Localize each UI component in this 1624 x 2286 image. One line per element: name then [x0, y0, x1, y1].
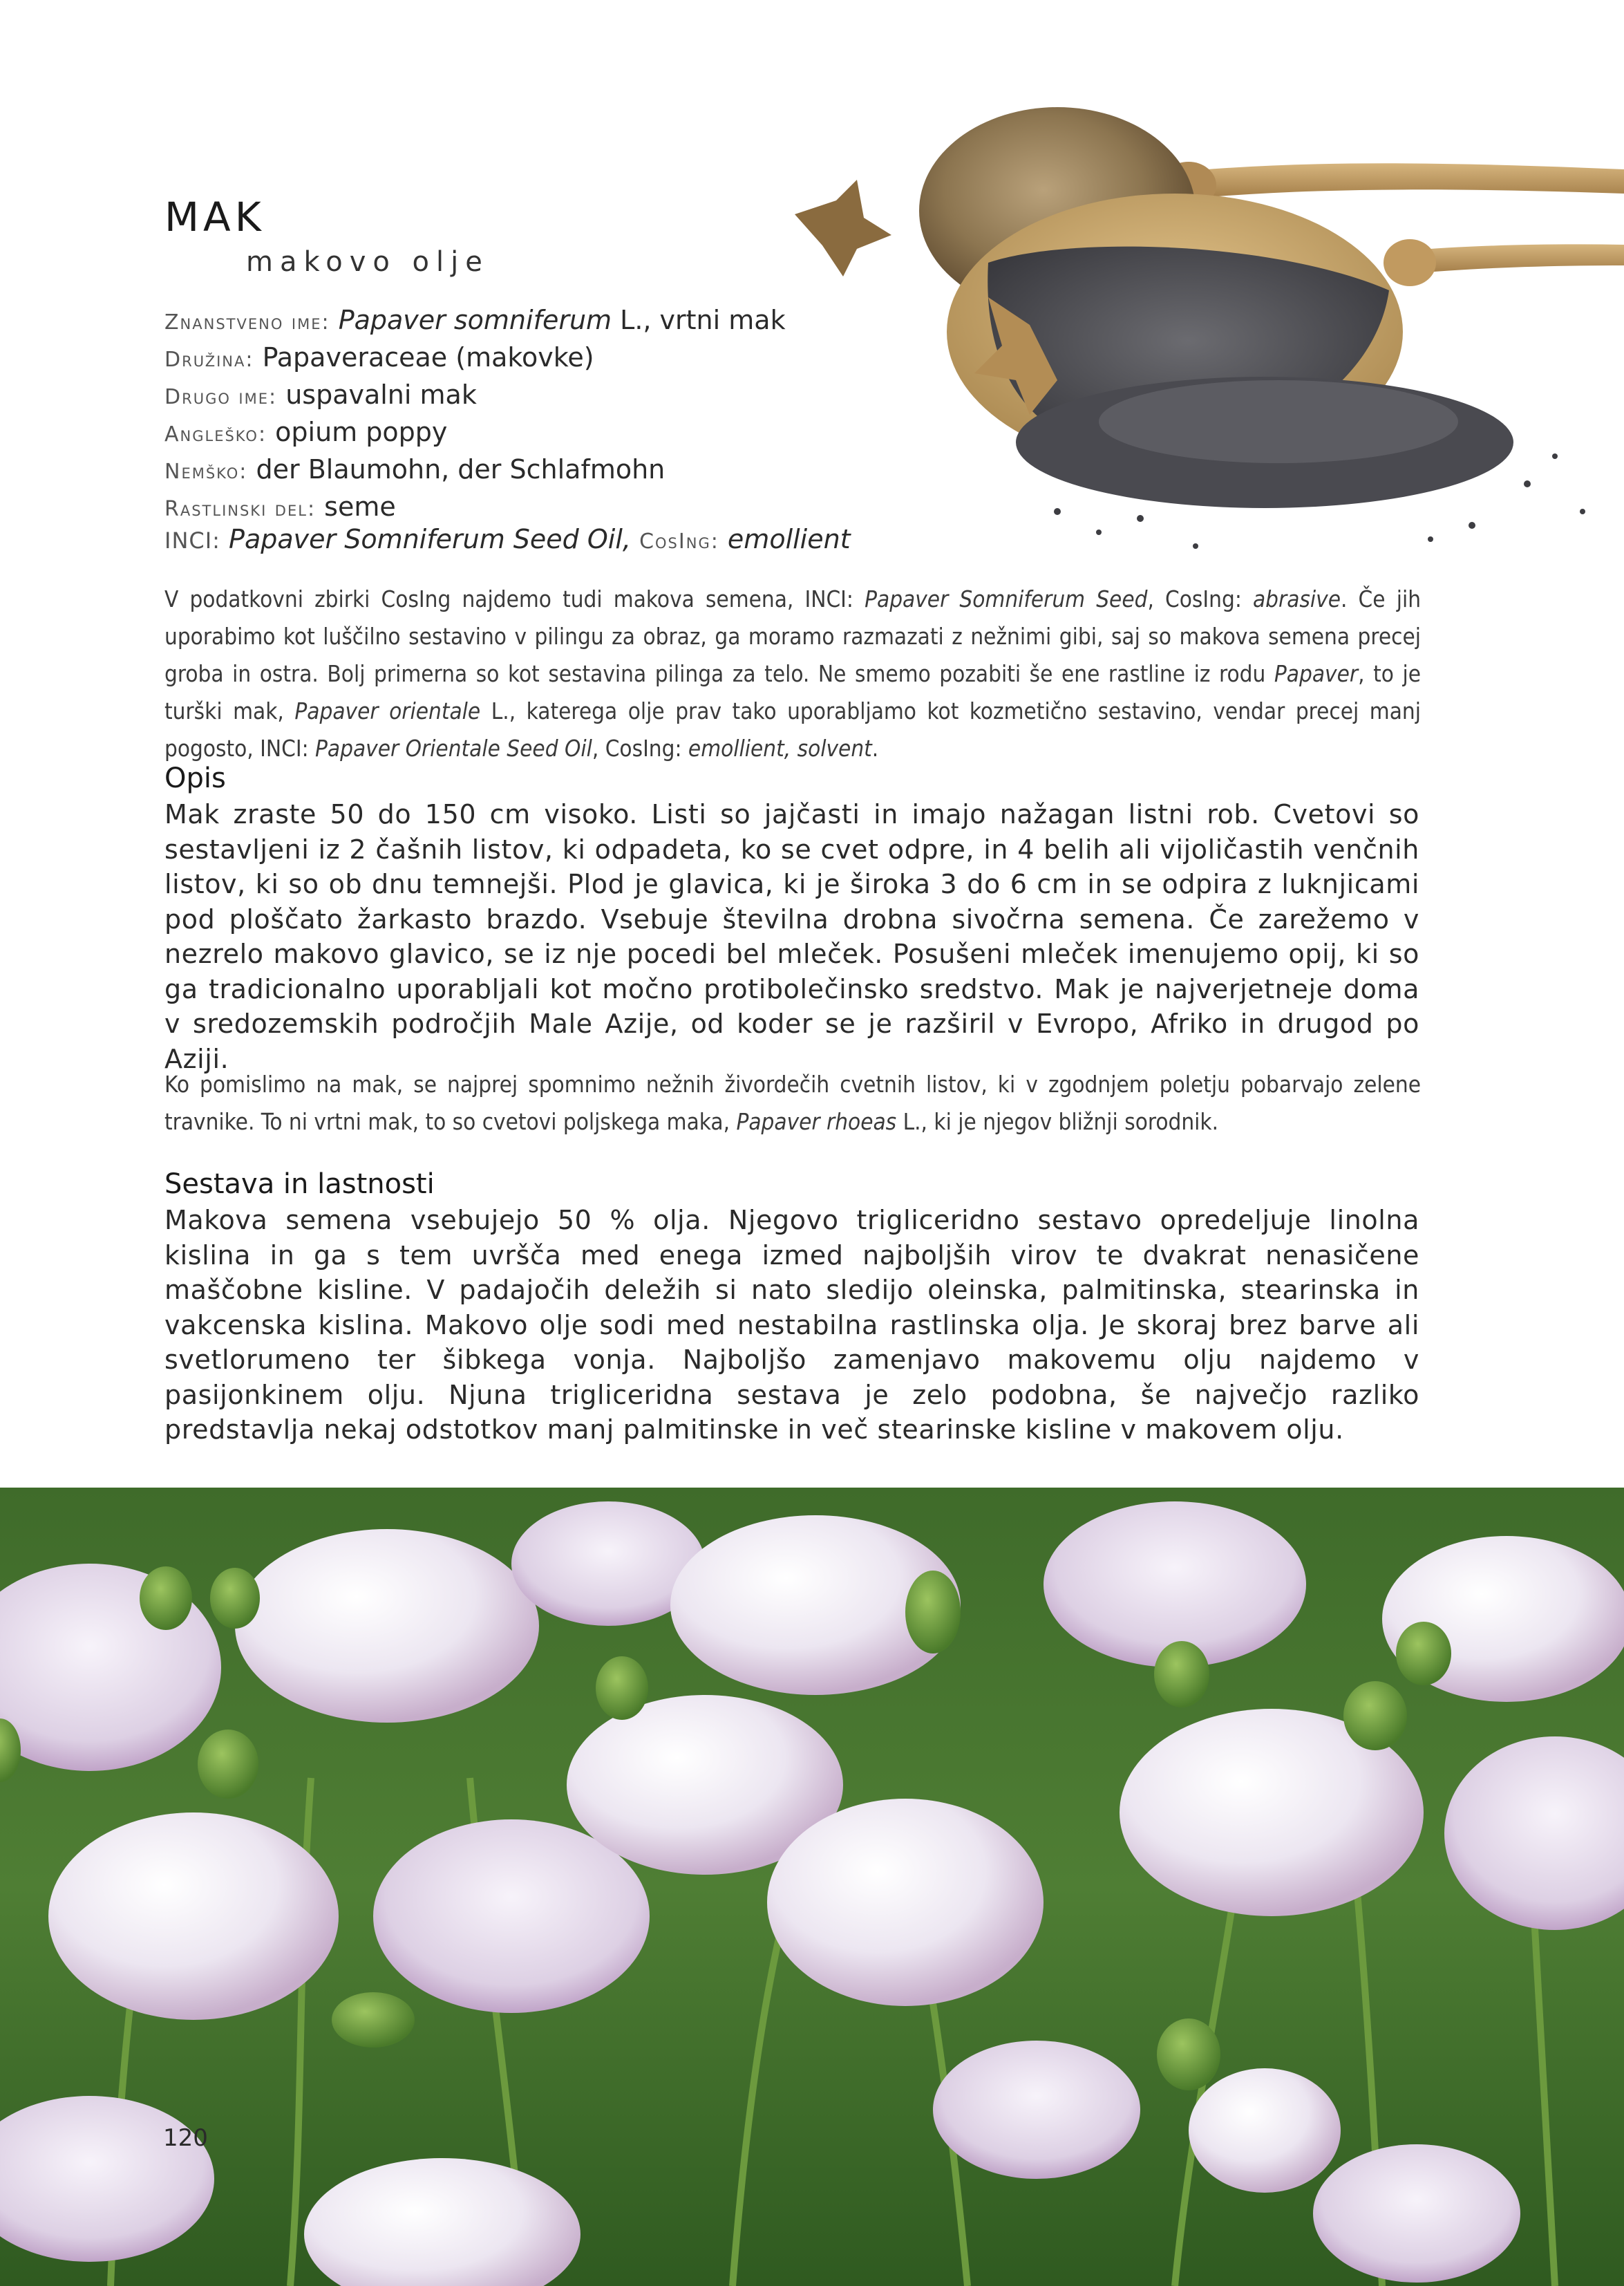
property-value: seme: [324, 491, 396, 522]
text-run: . Če jih uporabimo kot luščilno sestavino v pilingu za obraz, ga moramo razmazati z nežnimi gibi, saj so makova semena precej groba in ostra. Bolj primerna so kot sestavina pilinga za telo. Ne smemo pozabiti še ene rastline iz rodu: [164, 585, 1422, 687]
property-other-name: [164, 377, 856, 415]
intro-paragraph: [164, 581, 1421, 767]
section-text-opis: Mak zraste 50 do 150 cm visoko. Listi so jajčasti in imajo nažagan listni rob. Cvetovi so sestavljeni iz 2 čašnih listov, ki odpadeta, ko se cvet odpre, in 4 belih ali vijoličastih venčnih listov, ki so ob dnu temnejši. Plod je glavica, ki je široka 3 do 6 cm in se odpira z luknjicami pod ploščato žarkasto brazdo. Vsebuje številna drobna sivočrna semena. Če zarežemo v nezrelo makovo glavico, se iz nje pocedi bel mleček. Posušeni mleček imenujemo opij, ki so ga tradicionalno uporabljali kot močno protibolečinsko sredstvo. Mak je najverjetneje doma v sredozemskih področjih Male Azije, od koder se je razširil v Evropo, Afriko in drugod po Aziji.: [164, 799, 1419, 1074]
italic-run: Papaver orientale: [294, 697, 481, 724]
property-value: uspavalni mak: [285, 380, 477, 410]
poppy-seed-pods-photo: [781, 97, 1624, 567]
property-label: Nemško:: [164, 460, 248, 484]
property-label: Rastlinski del:: [164, 497, 317, 521]
text-run: .: [871, 735, 879, 762]
italic-run: Papaver Somniferum Seed: [865, 585, 1148, 612]
property-family: [164, 340, 856, 377]
section-heading-opis: Opis: [164, 762, 226, 794]
page-title: MAK: [164, 194, 265, 241]
property-english: [164, 415, 856, 452]
text-run: L., ki je njegov bližnji sorodnik.: [896, 1108, 1219, 1135]
italic-run: emollient, solvent: [688, 735, 872, 762]
property-scientific-name: [164, 303, 856, 340]
property-value: Papaveraceae (makovke): [262, 342, 594, 373]
section-text-sestava: Makova semena vsebujejo 50 % olja. Njegovo trigliceridno sestavo opredeljuje linolna kislina in ga s tem uvršča med enega izmed najboljših virov te dvakrat nenasičene maščobne kisline. V padajočih deležih si nato sledijo oleinska, palmitinska, stearinska in vakcenska kislina. Makovo olje sodi med nestabilna rastlinska olja. Je skoraj brez barve ali svetlorumeno ter šibkega vonja. Najboljšo zamenjavo makovemu olju najdemo v pasijonkinem olju. Njuna trigliceridna sestava je zelo podobna, še največjo razliko predstavlja nekaj odstotkov manj palmitinske in več stearinske kisline v makovem olju.: [164, 1205, 1419, 1445]
page-subtitle: makovo olje: [246, 246, 489, 278]
property-plant-part: [164, 489, 856, 527]
section-heading-sestava: Sestava in lastnosti: [164, 1168, 435, 1200]
text-run: V podatkovni zbirki CosIng najdemo tudi makova semena, INCI:: [164, 585, 865, 612]
inci-label: INCI:: [164, 527, 220, 554]
poppy-field-photo: [0, 1488, 1624, 2286]
property-label: Drugo ime:: [164, 385, 278, 409]
plant-properties: [164, 303, 856, 527]
cosing-label: CosIng:: [639, 530, 719, 554]
inci-line: [164, 524, 851, 554]
property-german: [164, 452, 856, 489]
property-label: Angleško:: [164, 422, 267, 447]
text-run: , CosIng:: [1147, 585, 1253, 612]
cosing-value: emollient: [727, 524, 851, 554]
property-value: der Blaumohn, der Schlafmohn: [256, 454, 665, 485]
property-value-italic: Papaver somniferum: [338, 305, 612, 335]
italic-run: Papaver: [1274, 660, 1359, 687]
property-label: Družina:: [164, 348, 254, 372]
inci-value: Papaver Somniferum Seed Oil,: [229, 524, 631, 554]
text-run: Ko pomislimo na mak, se najprej spomnimo nežnih živordečih cvetnih listov, ki v zgodnjem poletju pobarvajo zelene travnike. To ni vrtni mak, to so cvetovi poljskega maka,: [164, 1071, 1421, 1135]
italic-run: Papaver rhoeas: [736, 1108, 897, 1135]
italic-run: Papaver Orientale Seed Oil: [315, 735, 592, 762]
property-value: L., vrtni mak: [612, 305, 786, 335]
property-label: Znanstveno ime:: [164, 310, 330, 335]
note-paragraph: [164, 1066, 1421, 1141]
text-run: L., katerega olje prav tako uporabljamo kot kozmetično sestavino, vendar precej manj pogosto, INCI:: [164, 697, 1421, 762]
page-number: 120: [163, 2124, 208, 2152]
text-run: , to je turški mak,: [164, 660, 1421, 724]
text-run: , CosIng:: [592, 735, 688, 762]
property-value: opium poppy: [275, 417, 448, 447]
italic-run: abrasive: [1252, 585, 1341, 612]
